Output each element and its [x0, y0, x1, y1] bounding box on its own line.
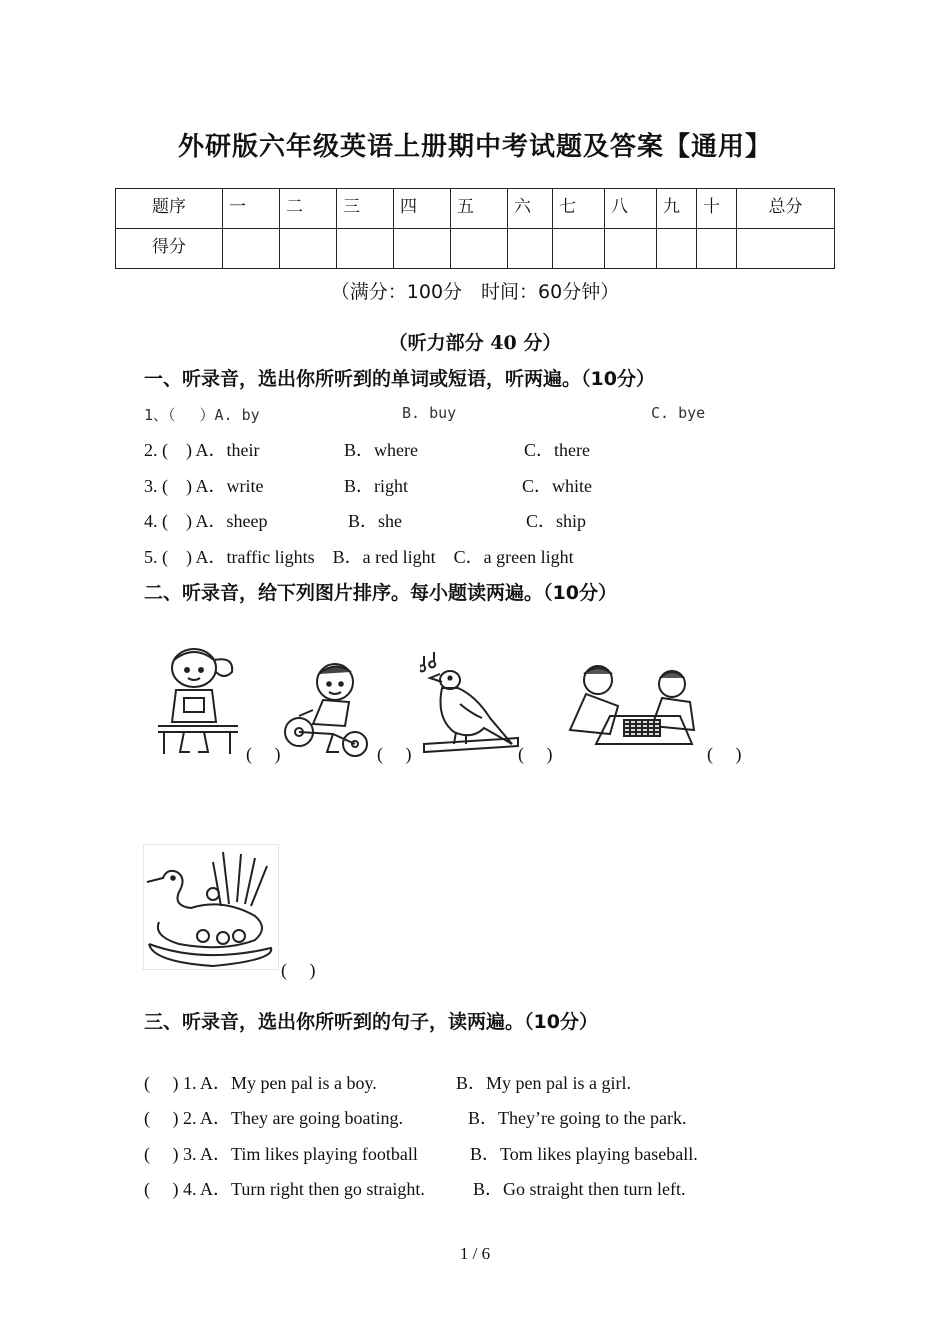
- score-row-label: 得分: [116, 229, 223, 269]
- score-table-header-row: [116, 189, 835, 229]
- girl-on-bench-picture: [154, 646, 244, 758]
- score-header-cell: 七: [553, 189, 605, 229]
- q3-option-c: C．white: [522, 476, 592, 496]
- score-cell: [508, 229, 553, 269]
- singing-bird-picture: [420, 648, 520, 756]
- score-cell: [280, 229, 337, 269]
- score-cell: [337, 229, 394, 269]
- score-cell: [605, 229, 657, 269]
- full-mark-line: （满分：100分 时间：60分钟）: [330, 281, 620, 303]
- s3-item1-a: ( ) 1. A．My pen pal is a boy.: [144, 1073, 377, 1093]
- q5-line: 5. ( ) A．traffic lights B．a red light C．a green light: [144, 547, 574, 567]
- score-cell: [223, 229, 280, 269]
- s3-item1-b: B．My pen pal is a girl.: [456, 1073, 631, 1093]
- score-header-cell: 四: [394, 189, 451, 229]
- q1-option-c: C. bye: [651, 404, 706, 422]
- q1-option-b: B. buy: [402, 404, 457, 422]
- page-title: 外研版六年级英语上册期中考试题及答案【通用】: [177, 132, 772, 162]
- q4-option-b: B．she: [348, 511, 402, 531]
- s3-item4-b: B．Go straight then turn left.: [473, 1179, 686, 1199]
- score-header-cell: 九: [657, 189, 697, 229]
- score-header-cell: 三: [337, 189, 394, 229]
- page-number: 1 / 6: [459, 1244, 491, 1263]
- pic4-answer-paren: ( ): [707, 744, 742, 764]
- q4-option-c: C．ship: [526, 511, 587, 531]
- s3-item2-a: ( ) 2. A．They are going boating.: [144, 1108, 403, 1128]
- s3-item4-a: ( ) 4. A．Turn right then go straight.: [144, 1179, 425, 1199]
- score-header-cell: 一: [223, 189, 280, 229]
- score-cell: [553, 229, 605, 269]
- score-cell: [657, 229, 697, 269]
- section3-heading: 三、听录音，选出你所听到的句子，读两遍。（10分）: [144, 1011, 598, 1033]
- section2-heading: 二、听录音，给下列图片排序。每小题读两遍。（10分）: [144, 582, 617, 604]
- q3-option-b: B．right: [344, 476, 409, 496]
- score-cell: [737, 229, 835, 269]
- q3-option-a: 3. ( ) A．write: [144, 476, 264, 496]
- pic1-answer-paren: ( ): [246, 744, 281, 764]
- q2-option-a: 2. ( ) A．their: [144, 440, 260, 460]
- q1-option-a: 1、（ ）A. by: [144, 406, 260, 424]
- q4-option-a: 4. ( ) A．sheep: [144, 511, 268, 531]
- section1-heading: 一、听录音，选出你所听到的单词或短语，听两遍。（10分）: [144, 368, 655, 390]
- score-header-cell: 二: [280, 189, 337, 229]
- score-header-cell: 总分: [737, 189, 835, 229]
- listening-header: （听力部分 40 分）: [388, 332, 562, 354]
- score-table-score-row: [116, 229, 835, 269]
- score-header-cell: 六: [508, 189, 553, 229]
- score-header-cell: 十: [697, 189, 737, 229]
- score-table: [115, 188, 835, 269]
- score-header-cell: 五: [451, 189, 508, 229]
- s3-item3-b: B．Tom likes playing baseball.: [470, 1144, 698, 1164]
- boy-on-tricycle-picture: [283, 660, 375, 758]
- s3-item2-b: B．They’re going to the park.: [468, 1108, 687, 1128]
- pic2-answer-paren: ( ): [377, 744, 412, 764]
- q2-option-b: B．where: [344, 440, 418, 460]
- score-cell: [394, 229, 451, 269]
- score-cell: [697, 229, 737, 269]
- pic3-answer-paren: ( ): [518, 744, 553, 764]
- pic5-answer-paren: ( ): [281, 960, 316, 980]
- score-header-cell: 八: [605, 189, 657, 229]
- s3-item3-a: ( ) 3. A．Tim likes playing football: [144, 1144, 418, 1164]
- boys-playing-chess-picture: [560, 660, 708, 748]
- duck-with-ducklings-picture: [143, 844, 279, 970]
- q2-option-c: C．there: [524, 440, 590, 460]
- score-cell: [451, 229, 508, 269]
- score-header-cell: 题序: [116, 189, 223, 229]
